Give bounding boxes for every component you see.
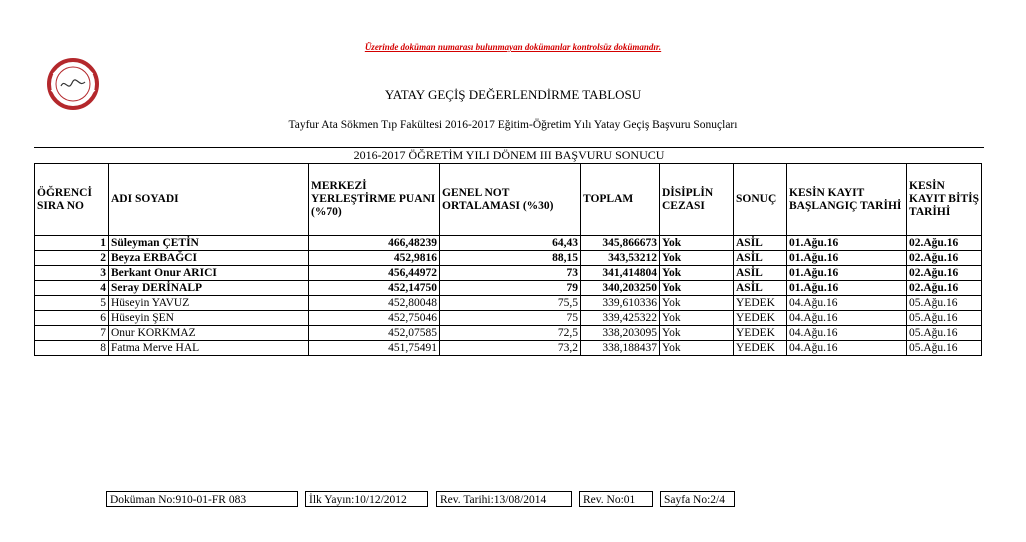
table-row	[35, 311, 982, 326]
cell-puan: 452,75046	[309, 311, 440, 326]
cell-baslangic: 01.Ağu.16	[787, 266, 907, 281]
cell-disiplin: Yok	[660, 341, 734, 356]
cell-baslangic: 04.Ağu.16	[787, 296, 907, 311]
header-toplam: TOPLAM	[581, 164, 660, 236]
cell-bitis: 05.Ağu.16	[907, 341, 982, 356]
cell-bitis: 05.Ağu.16	[907, 326, 982, 341]
section-title: 2016-2017 ÖĞRETİM YILI DÖNEM III BAŞVURU SONUCU	[34, 147, 984, 162]
cell-not: 73,2	[440, 341, 581, 356]
cell-sonuc: YEDEK	[734, 326, 787, 341]
table-row	[35, 251, 982, 266]
table-row	[35, 341, 982, 356]
cell-baslangic: 04.Ağu.16	[787, 326, 907, 341]
uncontrolled-document-warning: Üzerinde doküman numarası bulunmayan dokümanlar kontrolsüz dokümandır.	[364, 42, 662, 52]
cell-puan: 451,75491	[309, 341, 440, 356]
cell-disiplin: Yok	[660, 326, 734, 341]
results-table	[34, 163, 982, 356]
cell-bitis: 05.Ağu.16	[907, 296, 982, 311]
cell-puan: 452,80048	[309, 296, 440, 311]
cell-sonuc: YEDEK	[734, 296, 787, 311]
cell-puan: 456,44972	[309, 266, 440, 281]
cell-disiplin: Yok	[660, 266, 734, 281]
table-row	[35, 281, 982, 296]
cell-ad: Hüseyin ŞEN	[109, 311, 309, 326]
cell-ad: Hüseyin YAVUZ	[109, 296, 309, 311]
cell-sira: 2	[35, 251, 109, 266]
cell-not: 79	[440, 281, 581, 296]
cell-ad: Fatma Merve HAL	[109, 341, 309, 356]
table-row	[35, 266, 982, 281]
table-row	[35, 236, 982, 251]
cell-ad: Süleyman ÇETİN	[109, 236, 309, 251]
cell-toplam: 340,203250	[581, 281, 660, 296]
cell-bitis: 02.Ağu.16	[907, 236, 982, 251]
cell-bitis: 05.Ağu.16	[907, 311, 982, 326]
cell-disiplin: Yok	[660, 236, 734, 251]
cell-sira: 8	[35, 341, 109, 356]
footer-page-number: Sayfa No:2/4	[660, 491, 735, 507]
header-baslangic-tarihi: KESİN KAYIT BAŞLANGIÇ TARİHİ	[787, 164, 907, 236]
cell-toplam: 338,188437	[581, 341, 660, 356]
cell-bitis: 02.Ağu.16	[907, 281, 982, 296]
cell-not: 75	[440, 311, 581, 326]
cell-disiplin: Yok	[660, 251, 734, 266]
cell-not: 75,5	[440, 296, 581, 311]
cell-sira: 5	[35, 296, 109, 311]
cell-sira: 3	[35, 266, 109, 281]
cell-disiplin: Yok	[660, 296, 734, 311]
document-title: YATAY GEÇİŞ DEĞERLENDİRME TABLOSU	[384, 87, 642, 102]
cell-baslangic: 01.Ağu.16	[787, 251, 907, 266]
table-row	[35, 296, 982, 311]
cell-disiplin: Yok	[660, 281, 734, 296]
table-row	[35, 326, 982, 341]
cell-toplam: 341,414804	[581, 266, 660, 281]
cell-toplam: 339,425322	[581, 311, 660, 326]
cell-bitis: 02.Ağu.16	[907, 266, 982, 281]
cell-sira: 6	[35, 311, 109, 326]
cell-not: 72,5	[440, 326, 581, 341]
header-yerlestirme-puani: MERKEZİ YERLEŞTİRME PUANI (%70)	[309, 164, 440, 236]
cell-not: 88,15	[440, 251, 581, 266]
cell-sonuc: ASİL	[734, 281, 787, 296]
footer-first-publication: İlk Yayın:10/12/2012	[305, 491, 428, 507]
cell-baslangic: 04.Ağu.16	[787, 341, 907, 356]
document-subtitle: Tayfur Ata Sökmen Tıp Fakültesi 2016-2017 Eğitim-Öğretim Yılı Yatay Geçiş Başvuru Sonuçları	[288, 119, 738, 131]
cell-sonuc: ASİL	[734, 236, 787, 251]
cell-puan: 466,48239	[309, 236, 440, 251]
cell-ad: Onur KORKMAZ	[109, 326, 309, 341]
cell-baslangic: 01.Ağu.16	[787, 236, 907, 251]
cell-puan: 452,9816	[309, 251, 440, 266]
header-disiplin: DİSİPLİN CEZASI	[660, 164, 734, 236]
header-sonuc: SONUÇ	[734, 164, 787, 236]
cell-sonuc: ASİL	[734, 251, 787, 266]
cell-puan: 452,14750	[309, 281, 440, 296]
cell-sonuc: ASİL	[734, 266, 787, 281]
header-bitis-tarihi: KESİN KAYIT BİTİŞ TARİHİ	[907, 164, 982, 236]
cell-not: 73	[440, 266, 581, 281]
cell-toplam: 343,53212	[581, 251, 660, 266]
cell-toplam: 338,203095	[581, 326, 660, 341]
cell-sira: 7	[35, 326, 109, 341]
header-sira-no: ÖĞRENCİ SIRA NO	[35, 164, 109, 236]
cell-sira: 1	[35, 236, 109, 251]
header-genel-not: GENEL NOT ORTALAMASI (%30)	[440, 164, 581, 236]
cell-sira: 4	[35, 281, 109, 296]
cell-ad: Beyza ERBAĞCI	[109, 251, 309, 266]
cell-sonuc: YEDEK	[734, 311, 787, 326]
cell-baslangic: 04.Ağu.16	[787, 311, 907, 326]
cell-baslangic: 01.Ağu.16	[787, 281, 907, 296]
cell-ad: Seray DERİNALP	[109, 281, 309, 296]
footer-document-number: Doküman No:910-01-FR 083	[106, 491, 298, 507]
cell-puan: 452,07585	[309, 326, 440, 341]
footer-revision-date: Rev. Tarihi:13/08/2014	[436, 491, 572, 507]
cell-ad: Berkant Onur ARICI	[109, 266, 309, 281]
cell-toplam: 339,610336	[581, 296, 660, 311]
cell-bitis: 02.Ağu.16	[907, 251, 982, 266]
footer-revision-number: Rev. No:01	[579, 491, 653, 507]
header-adi-soyadi: ADI SOYADI	[109, 164, 309, 236]
cell-not: 64,43	[440, 236, 581, 251]
cell-disiplin: Yok	[660, 311, 734, 326]
cell-toplam: 345,866673	[581, 236, 660, 251]
cell-sonuc: YEDEK	[734, 341, 787, 356]
